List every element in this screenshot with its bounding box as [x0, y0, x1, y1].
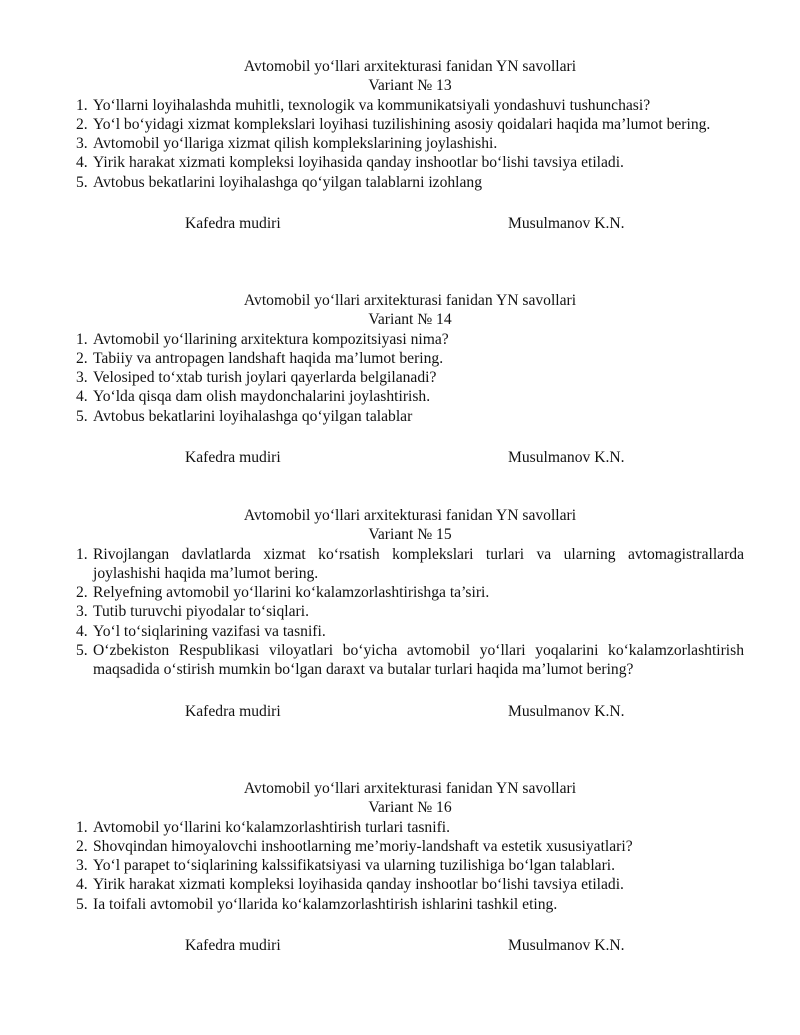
question-text: O‘zbekiston Respublikasi viloyatlari bo‘yicha avtomobil yo‘llari yoqalarini ko‘kalamzorlashtirish maqsadida o‘stirish mumkin bo‘lgan daraxt va butalar turlari haqida ma’lumot bering? [93, 642, 744, 679]
question-item [76, 602, 744, 621]
question-item [76, 895, 744, 914]
signature-line [76, 448, 744, 468]
question-text: Yirik harakat xizmati kompleksi loyihasida qanday inshootlar bo‘lishi tavsiya etiladi. [93, 154, 624, 172]
signature-role: Kafedra mudiri [185, 937, 281, 955]
signature-name: Musulmanov K.N. [508, 449, 625, 467]
question-text: Rivojlangan davlatlarda xizmat ko‘rsatish komplekslari turlari va ularning avtomagistrallarda joylashishi haqida ma’lumot bering. [93, 545, 744, 582]
question-text: Velosiped to‘xtab turish joylari qayerlarda belgilanadi? [93, 369, 437, 387]
question-text: Ia toifali avtomobil yo‘llarida ko‘kalamzorlashtirish ishlarini tashkil eting. [93, 895, 558, 913]
question-text: Yo‘l parapet to‘siqlarining kalssifikatsiyasi va ularning tuzilishiga bo‘lgan talablari. [93, 857, 615, 875]
variant-block-16 [76, 779, 744, 956]
question-item [76, 173, 744, 192]
variant-title: Avtomobil yo‘llari arxitekturasi fanidan YN savollari [243, 292, 577, 309]
question-number: 2. [76, 115, 88, 133]
question-number: 5. [76, 173, 88, 191]
question-number: 2. [76, 349, 88, 367]
signature-name: Musulmanov K.N. [508, 702, 625, 720]
signature-name: Musulmanov K.N. [508, 937, 625, 955]
question-number: 4. [76, 388, 88, 406]
question-text: Yo‘l to‘siqlarining vazifasi va tasnifi. [93, 622, 326, 640]
question-item [76, 387, 744, 406]
question-text: Yirik harakat xizmati kompleksi loyihasida qanday inshootlar bo‘lishi tavsiya etiladi. [93, 876, 624, 894]
question-text: Yo‘l bo‘yidagi xizmat komplekslari loyihasi tuzilishining asosiy qoidalari haqida ma’lumot bering. [93, 115, 711, 133]
question-item [76, 134, 744, 153]
question-number: 2. [76, 584, 88, 602]
variant-number: Variant № 16 [368, 799, 452, 817]
question-item [76, 115, 744, 134]
question-item [76, 875, 744, 894]
question-text: Avtomobil yo‘llarining arxitektura kompozitsiyasi nima? [93, 330, 449, 348]
question-number: 4. [76, 876, 88, 894]
variant-block-15 [76, 506, 744, 722]
variant-title: Avtomobil yo‘llari arxitekturasi fanidan YN savollari [243, 58, 577, 75]
question-item [76, 818, 744, 837]
signature-line [76, 214, 744, 234]
variant-number: Variant № 15 [368, 526, 452, 544]
variant-title: Avtomobil yo‘llari arxitekturasi fanidan YN savollari [243, 780, 577, 797]
variant-title: Avtomobil yo‘llari arxitekturasi fanidan YN savollari [243, 507, 577, 524]
question-number: 4. [76, 154, 88, 172]
signature-role: Kafedra mudiri [185, 215, 281, 233]
question-number: 5. [76, 407, 88, 425]
question-number: 1. [76, 96, 88, 114]
question-item [76, 153, 744, 172]
question-item [76, 583, 744, 602]
question-number: 1. [76, 545, 88, 563]
question-number: 3. [76, 369, 88, 387]
question-text: Avtobus bekatlarini loyihalashga qo‘yilgan talablarni izohlang [93, 173, 483, 191]
variant-number: Variant № 14 [368, 311, 452, 329]
question-text: Yo‘llarni loyihalashda muhitli, texnologik va kommunikatsiyali yondashuvi tushunchasi? [93, 96, 651, 114]
signature-line [76, 702, 744, 722]
question-text: Yo‘lda qisqa dam olish maydonchalarini joylashtirish. [93, 388, 431, 406]
question-number: 4. [76, 622, 88, 640]
question-text: Avtobus bekatlarini loyihalashga qo‘yilgan talablar [93, 407, 413, 425]
question-text: Tutib turuvchi piyodalar to‘siqlari. [93, 603, 309, 621]
variant-block-14 [76, 291, 744, 468]
question-item [76, 622, 744, 641]
signature-line [76, 936, 744, 956]
question-item [76, 330, 744, 349]
question-item [76, 96, 744, 115]
question-text: Shovqindan himoyalovchi inshootlarning me’moriy-landshaft va estetik xususiyatlari? [93, 837, 633, 855]
signature-name: Musulmanov K.N. [508, 215, 625, 233]
question-item [76, 545, 744, 584]
signature-role: Kafedra mudiri [185, 702, 281, 720]
question-item [76, 856, 744, 875]
variant-block-13 [76, 57, 744, 234]
question-text: Tabiiy va antropagen landshaft haqida ma’lumot bering. [93, 349, 444, 367]
question-number: 1. [76, 818, 88, 836]
question-item [76, 368, 744, 387]
question-number: 3. [76, 135, 88, 153]
question-text: Relyefning avtomobil yo‘llarini ko‘kalamzorlashtirishga ta’siri. [93, 584, 490, 602]
question-number: 2. [76, 837, 88, 855]
question-number: 3. [76, 603, 88, 621]
signature-role: Kafedra mudiri [185, 449, 281, 467]
question-text: Avtomobil yo‘llariga xizmat qilish komplekslarining joylashishi. [93, 135, 498, 153]
question-item [76, 407, 744, 426]
question-number: 1. [76, 330, 88, 348]
question-text: Avtomobil yo‘llarini ko‘kalamzorlashtirish turlari tasnifi. [93, 818, 450, 836]
question-number: 5. [76, 895, 88, 913]
question-item [76, 837, 744, 856]
question-number: 5. [76, 642, 88, 660]
question-item [76, 349, 744, 368]
question-number: 3. [76, 857, 88, 875]
question-item [76, 641, 744, 680]
variant-number: Variant № 13 [368, 77, 452, 95]
